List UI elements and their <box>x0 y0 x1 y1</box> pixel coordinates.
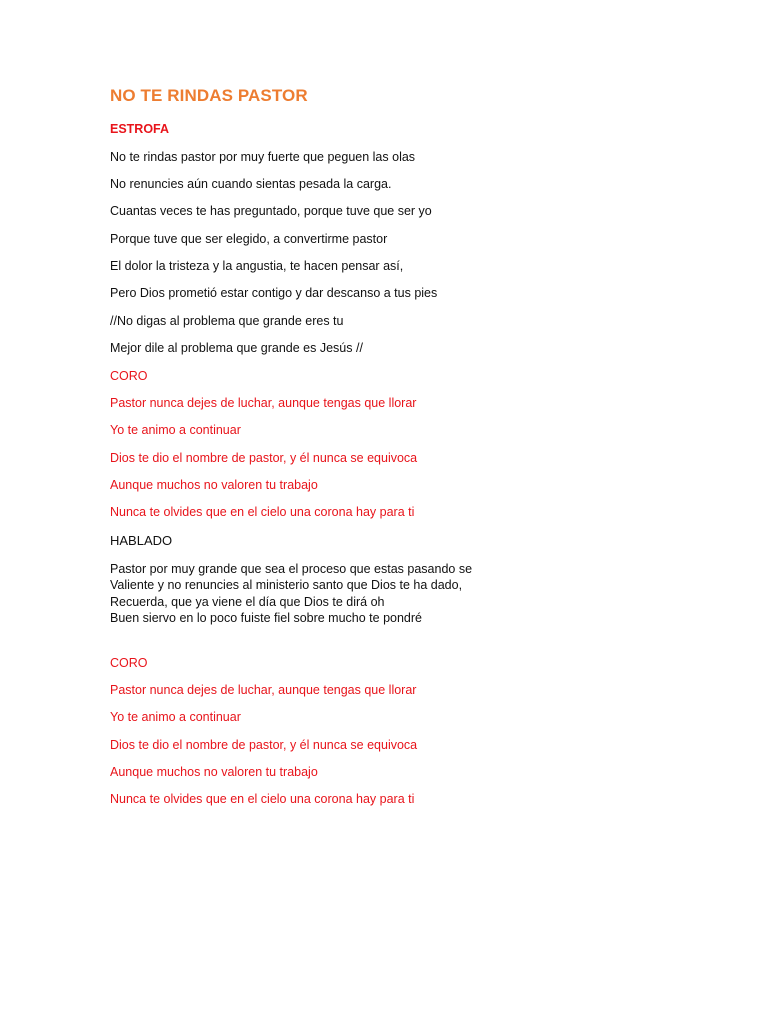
estrofa-line: No renuncies aún cuando sientas pesada la carga. <box>110 177 392 191</box>
coro-line: Nunca te olvides que en el cielo una corona hay para ti <box>110 505 415 519</box>
coro-line: Pastor nunca dejes de luchar, aunque tengas que llorar <box>110 683 417 697</box>
estrofa-line: Porque tuve que ser elegido, a convertirme pastor <box>110 232 388 246</box>
coro-line: Dios te dio el nombre de pastor, y él nunca se equivoca <box>110 738 418 752</box>
coro-line: Yo te animo a continuar <box>110 423 241 437</box>
song-title: NO TE RINDAS PASTOR <box>110 86 308 105</box>
estrofa-line: Cuantas veces te has preguntado, porque tuve que ser yo <box>110 204 432 218</box>
estrofa-line: Pero Dios prometió estar contigo y dar descanso a tus pies <box>110 286 438 300</box>
hablado-line: Buen siervo en lo poco fuiste fiel sobre mucho te pondré <box>110 610 422 625</box>
estrofa-line: //No digas al problema que grande eres tu <box>110 314 344 328</box>
estrofa-line: El dolor la tristeza y la angustia, te hacen pensar así, <box>110 259 404 273</box>
coro-line: Aunque muchos no valoren tu trabajo <box>110 765 318 779</box>
hablado-line: Valiente y no renuncies al ministerio santo que Dios te ha dado, <box>110 578 463 593</box>
hablado-paragraph <box>110 561 472 626</box>
coro-line: Yo te animo a continuar <box>110 710 241 724</box>
estrofa-heading: ESTROFA <box>110 122 170 136</box>
coro-line: Dios te dio el nombre de pastor, y él nunca se equivoca <box>110 451 418 465</box>
hablado-line: Pastor por muy grande que sea el proceso que estas pasando se <box>110 562 473 576</box>
estrofa-line: Mejor dile al problema que grande es Jesús // <box>110 341 363 355</box>
coro-heading: CORO <box>110 656 148 670</box>
estrofa-line: No te rindas pastor por muy fuerte que peguen las olas <box>110 150 416 164</box>
hablado-heading: HABLADO <box>110 533 173 548</box>
coro-heading: CORO <box>110 369 148 383</box>
coro-line: Pastor nunca dejes de luchar, aunque tengas que llorar <box>110 396 417 410</box>
coro-line: Aunque muchos no valoren tu trabajo <box>110 478 318 492</box>
hablado-line: Recuerda, que ya viene el día que Dios te dirá oh <box>110 594 385 609</box>
coro-line: Nunca te olvides que en el cielo una corona hay para ti <box>110 792 415 806</box>
